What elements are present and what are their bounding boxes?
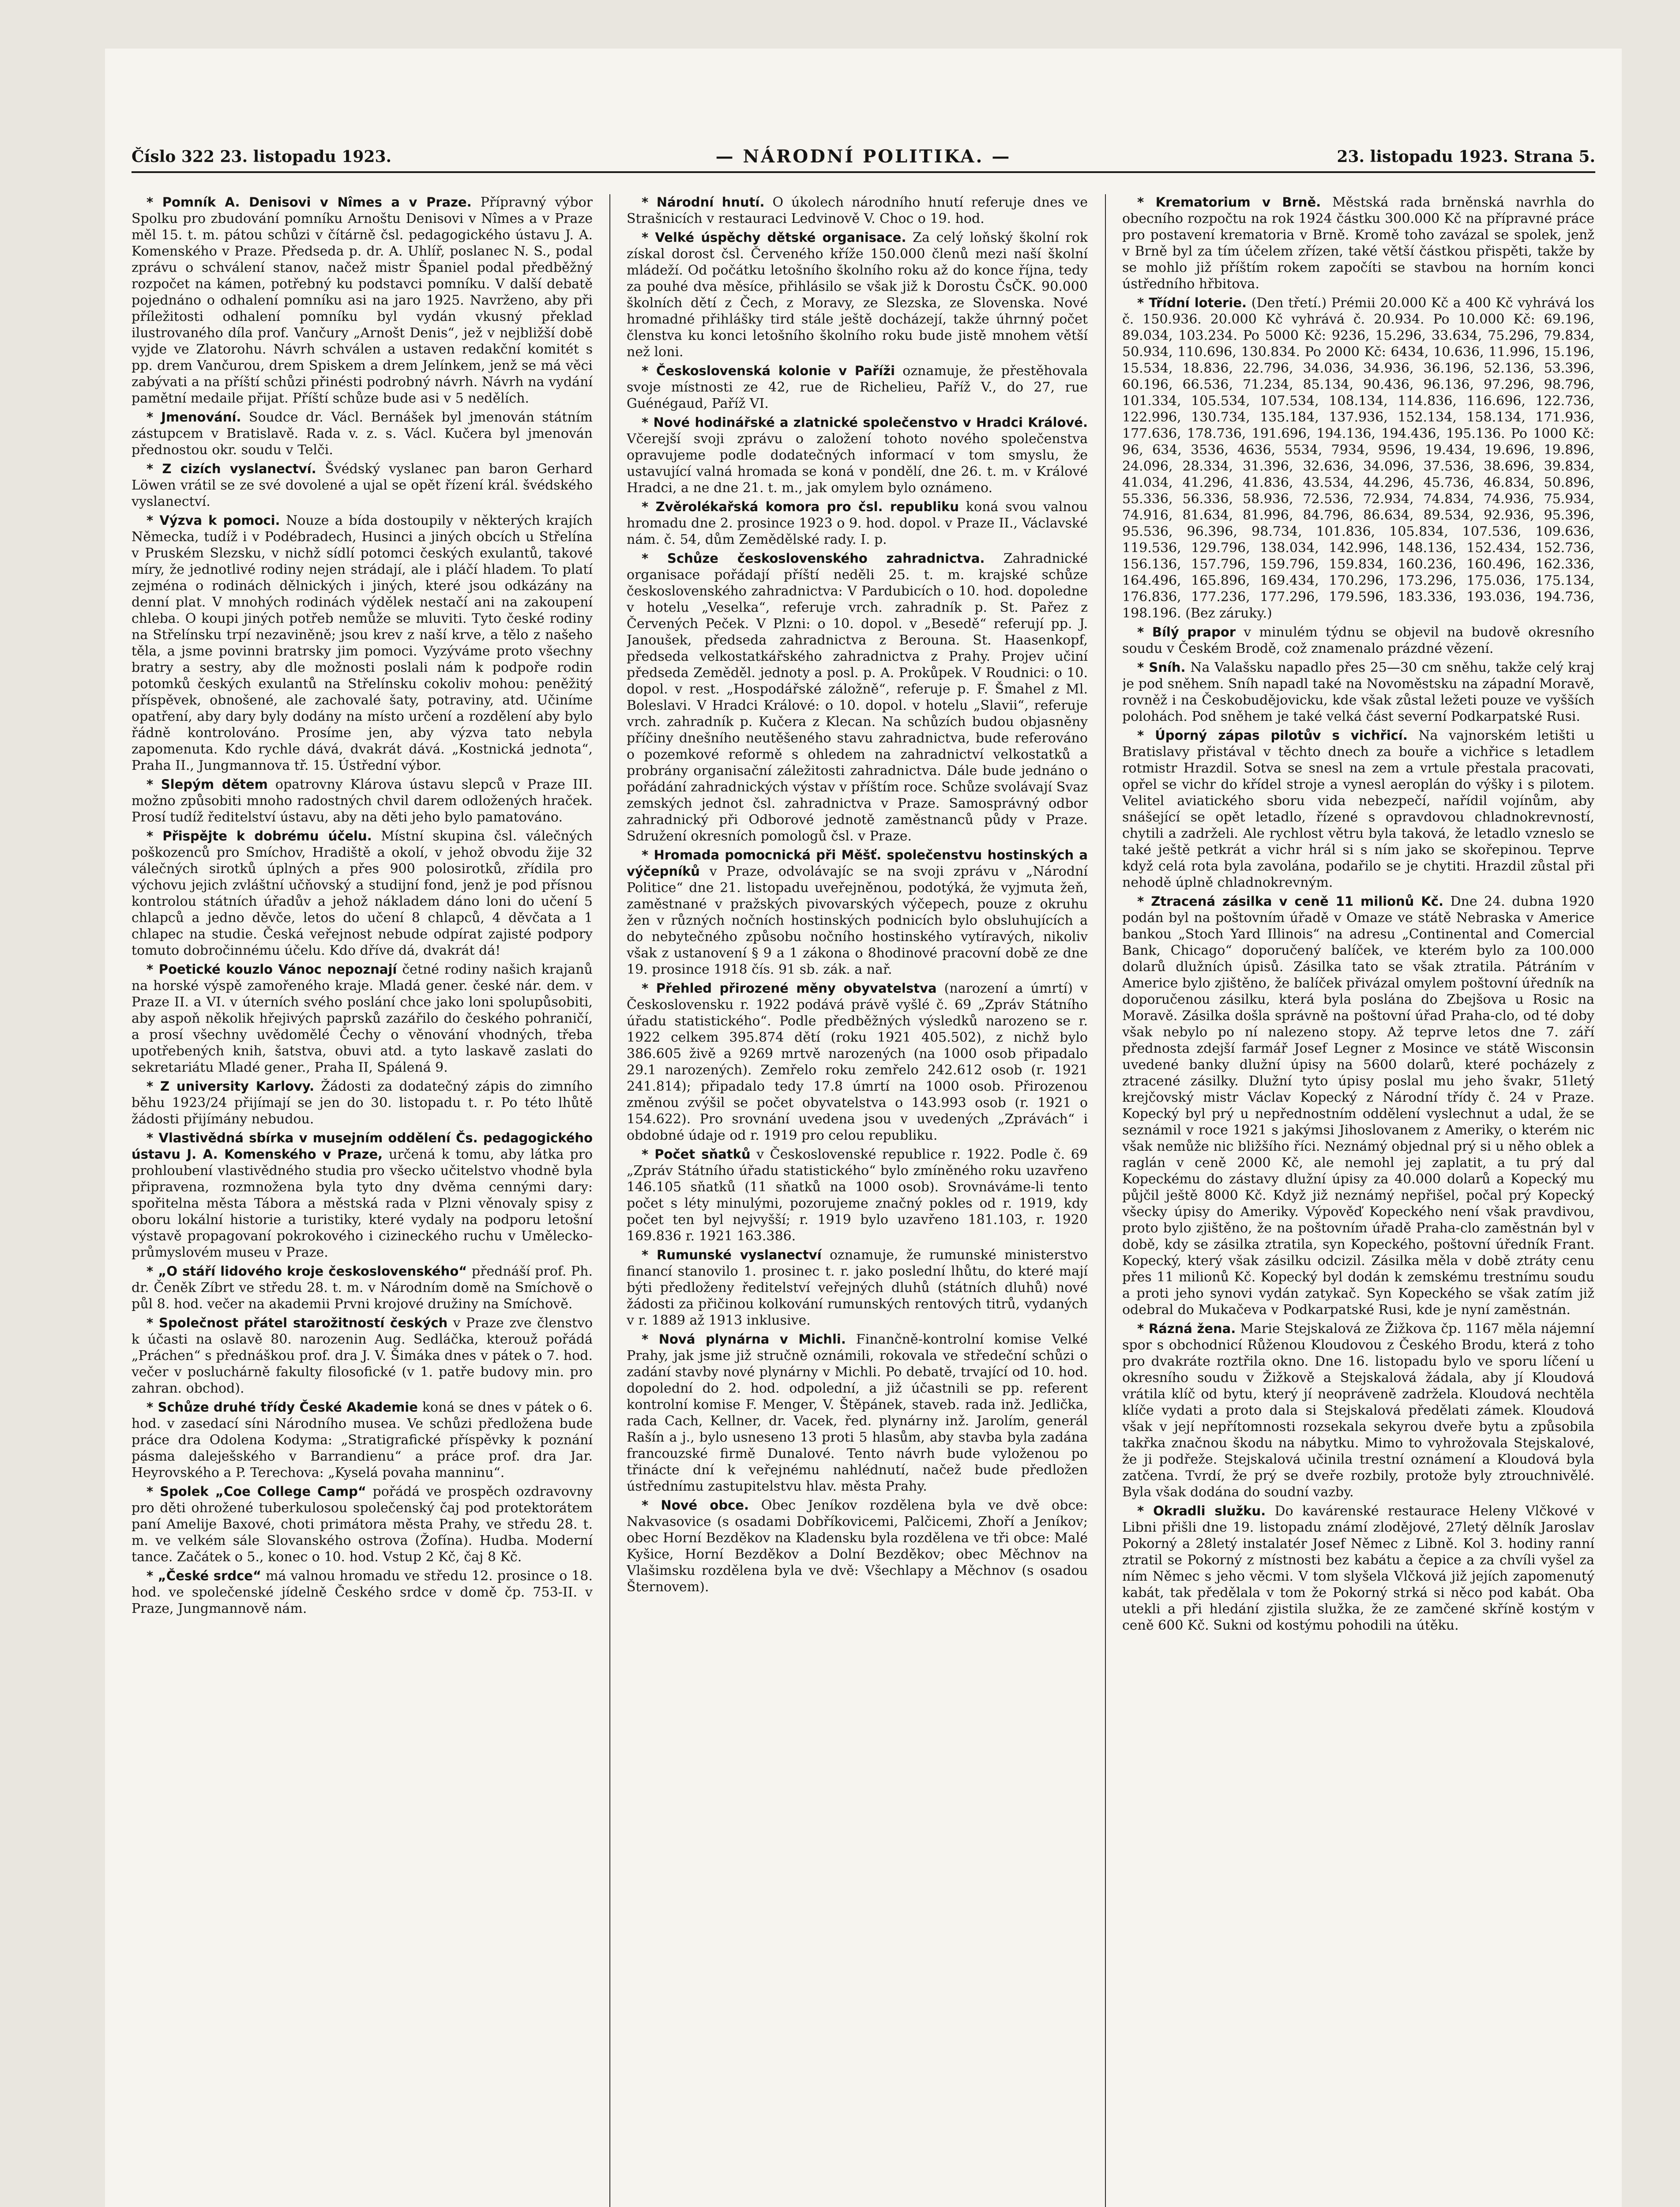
column-divider [1105,194,1106,2207]
article-headline: * Jmenování. [147,410,241,425]
header-rule [132,171,1595,173]
article-body: určená k tomu, aby látka pro prohloubení vlastivědného studia pro všecko učitelstvo vhodně byla připravena, rozmnožena byla tyto dny dvěma cennými dary: spořitelna města Tábora a městská rada v Plzni věnovaly spisy z oboru lokální historie a turistiky, které vydaly na podporu letošní výstavě propagovaní pokrokového i cizineckého ruchu v Umělecko-průmyslovém museu v Praze. [132,1147,593,1260]
article-body: přednáší prof. Ph. dr. Čeněk Zíbrt ve středu 28. t. m. v Národním domě na Smíchově o půl 8. hod. večer na akademii Prvni krojové družiny na Smíchově. [132,1264,593,1312]
article-headline: * Poetické kouzlo Vánoc nepoznají [147,962,397,977]
article [132,961,593,1076]
article-body: pořádá ve prospěch ozdravovny pro děti ohrožené tuberkulosou společenský čaj pod protektorátem paní Amelije Baxové, choti primátora města Prahy, ve středu 28. t. m. ve velkém sále Slovanského ostrova (Žofína). Hudba. Moderní tance. Začátek o 5., konec o 10. hod. Vstup 2 Kč, čaj 8 Kč. [132,1484,593,1565]
article-body: Přípravný výbor Spolku pro zbudování pomníku Arnoštu Denisovi v Nîmes a v Praze měl 15. t. m. pátou schůzi v čítárně čsl. pedagogického ústavu J. A. Komenského v Praze. Předseda p. dr. A. Uhlíř, poslanec N. S., podal zprávu o schválení stanov, načež mistr Španiel podal předběžný rozpočet na kámen, potřebný ku podstavci pomníku. V další debatě pojednáno o odhalení pomníku asi na jaro 1925. Navrženo, aby při příležitosti odhalení pomníku byl vydán vkusný překlad ilustrovaného díla prof. Vančury „Arnošt Denis“, jež v nejbližší době vyjde ve Zlatorohu. Návrh schválen a ustaven redakční komitét s pp. drem Vančurou, drem Spiskem a drem Jelínkem, jenž se má věci zabývati a na příští schůzi přinésti podrobný návrh. Návrh na vydání pamětní medaile přijat. Příští schůze bude asi v 5 nedělích. [132,195,593,406]
article-headline: * Rumunské vyslanectví [642,1247,822,1262]
article-headline: * Počet sňatků [642,1147,751,1162]
article-body: koná svou valnou hromadu dne 2. prosince 1923 o 9. hod. dopol. v Praze II., Václavské nám. č. 54, dům Zemědělské rady. I. p. [627,499,1088,547]
issue-number: Číslo 322 23. listopadu 1923. [132,147,392,166]
article-body: koná se dnes v pátek o 6. hod. v zasedací síni Národního musea. Ve schůzi předložena bude práce dra Odolena Kodyma: „Stratigrafické příspěvky k poznání pásma daleješského v Barrandienu“ a práce prof. dra Jar. Heyrovského a P. Terechova: „Kyselá povaha manninu“. [132,1400,593,1480]
article-body: Soudce dr. Václ. Bernášek byl jmenován státním zástupcem v Bratislavě. Rada v. z. s. Václ. Kučera byl jmenován přednostou okr. soudu v Telči. [132,410,593,458]
article-body: má valnou hromadu ve středu 12. prosince o 18. hod. ve společenské jídelně Českého srdce v domě čp. 753-II. v Praze, Jungmannově nám. [132,1568,593,1616]
article-body: v Československé republice r. 1922. Podle č. 69 „Zpráv Státního úřadu statistického“ bylo zmíněného roku uzavřeno 146.105 sňatků (11 sňatků na 1000 osob). Srovnáváme-li tento počet s léty minulými, pozorujeme značný pokles od r. 1919, kdy počet ten byl nejvyšší; r. 1919 bylo uzavřeno 181.103, r. 1920 169.836 r. 1921 163.386. [627,1147,1088,1244]
article-headline: * Úporný zápas pilotův s vichřicí. [1137,728,1408,743]
columns [132,194,1595,2207]
article-headline: * Krematorium v Brně. [1137,195,1321,210]
article-headline: * „O stáří lidového kroje československého“ [147,1264,467,1279]
article [1122,194,1594,292]
article-body: četné rodiny našich krajanů na horské výspě zamořeného kraje. Mladá gener. české nár. dem. v Praze II. a VI. v úterních svého poslání chce jako loni spolupůsobiti, aby aspoň několik hřejivých paprsků zazářilo do českého pohraničí, a prosí všechny uvědomělé Čechy o věnování vhodných, třeba upotřebených knih, šatstva, obuvi atd. a tyto laskavě zaslati do sekretariátu Mladé gener., Praha II, Spálená 9. [132,962,593,1075]
masthead: — NÁRODNÍ POLITIKA. — [715,146,1011,167]
article-headline: * Schůze československého zahradnictva. [642,551,985,566]
article [627,1247,1088,1329]
article-headline: * Nové hodinářské a zlatnické společenstvo v Hradci Králové. [642,415,1088,430]
article-headline: * Z cizích vyslanectví. [147,461,316,476]
article [1122,1503,1594,1634]
article-body: Marie Stejskalová ze Žižkova čp. 1167 měla nájemní spor s obchodnicí Růženou Kloudovou z Českého Brodu, která z toho pro dvakráte roztřila okno. Dne 16. listopadu bylo ve sporu líčení u okresního soudu v Žižkově a Stejskalová žádala, aby jí Kloudová vrátila klíč od bytu, který jí neopráveně zadržela. Kloudová nechtěla klíče vydati a proto dala si Stejskalová předělati zámek. Kloudová však v její nepřítomnosti rozsekala sekyrou dveře bytu a způsobila takřka značnou škodu na nábytku. Mimo to vyhrožovala Stejskalové, že ji podřeže. Stejskalová učinila trestní oznámení a Kloudová byla zatčena. Tvrdí, že prý se dveře rozbily, protože byly ztrouchnivělé. Byla však dodána do soudní vazby. [1122,1321,1594,1500]
article [627,499,1088,548]
article-body: Za celý loňský školní rok získal dorost čsl. Červeného kříže 150.000 členů mezi naší školní mládeží. Od počátku letošního školního roku až do konce října, tedy za pouhé dva měsíce, přihlásilo se však již k Dorostu ČsČK. 90.000 školních dětí z Čech, z Moravy, ze Slezska, ze Slovenska. Nové hromadné přihlášky tird stále ještě docházejí, takže úhrnný počet členstva ku konci letošního školního roku bude jistě mnohem větší než loni. [627,230,1088,360]
article [132,1078,593,1127]
article-headline: * Sníh. [1137,660,1186,675]
article-headline: * Hromada pomocnická při Měšť. společenstvu hostinských a výčepníků [627,847,1088,879]
article [132,461,593,510]
article-body: opatrovny Klárova ústavu slepců v Praze III. možno způsobiti mnoho radostných chvil darem odložených hraček. Prosí tudíž ředitelství ústavu, aby na děti jeho bylo pamatováno. [132,777,593,825]
article [132,194,593,407]
article [1122,893,1594,1318]
article-headline: * Pomník A. Denisovi v Nîmes a v Praze. [147,195,472,210]
article-body: Nouze a bída dostoupily v některých krajích Německa, tudíž i v Podébradech, Husinci a jiných obcích u Střelína v Pruském Slezsku, v nichž sídlí potomci českých exulantů, takové míry, že jednotlivé rodiny nejen strádají, ale i pláčí hladem. To platí zejména o rodinách dělnických i jiných, které jsou odkázány na denní plat. V mnohých rodinách výdělek nestačí ani na zakoupení chleba. O koupi jiných potřeb nemůže se mluviti. Tyto české rodiny na Střelínsku trpí nezaviněně; jsou krev z naší krve, a tělo z našeho těla, a jsme povinni bratrsky jim pomoci. Vyzýváme proto všechny bratry a sestry, aby dle možnosti poslali nám k podpoře rodin potomků českých exulantů na Střelínsku cokoliv mohou: peněžitý příspěvek, obnošené, ale zachovalé šaty, potraviny, atd. Učiníme opatření, aby dary byly dodány na místo určení a rozdělení aby bylo řádně kontrolováno. Prosíme jen, aby výzva tato nebyla zapomenuta. Kdo rychle dává, dvakrát dává. „Kostnická jednota“, Praha II., Jungmannova tř. 15. Ústřední výbor. [132,513,593,773]
article-headline: * Rázná žena. [1137,1321,1236,1336]
article-body: oznamuje, že rumunské ministerstvo financí stanovilo 1. prosinec t. r. jako poslední lhůtu, do které mají býti předloženy ředitelství veřejných dluhů (státních dluhů) nové žádosti za přičinou kolkování rumunských rentových titrů, vydaných v r. 1889 až 1913 inklusive. [627,1247,1088,1328]
article [627,194,1088,227]
column-divider [609,194,610,2207]
article-headline: * Nové obce. [642,1498,749,1513]
article-body: (narození a úmrtí) v Československu r. 1922 podává právě vyšlé č. 69 „Zpráv Státního úřadu statistického“. Podle předběžných výsledků narozeno se r. 1922 celkem 395.874 dětí (roku 1921 405.502), z nichž bylo 386.605 živě a 9269 mrtvě narozených (na 1000 osob připadalo 29.1 narozených). Zemřelo roku zemřelo 242.612 osob (r. 1921 241.814); připadalo tedy 17.8 úmrtí na 1000 osob. Přirozenou změnou zvýšil se počet obyvatelstva o 143.993 osob (r. 1921 o 154.622). Pro srovnání uvedena jsou v uvedených „Zprávách“ i obdobné údaje od r. 1919 pro celou republiku. [627,981,1088,1143]
article [1122,624,1594,657]
article-body: O úkolech národního hnutí referuje dnes ve Strašnicích v restauraci Ledvinově V. Choc o 19. hod. [627,195,1088,226]
article [1122,1321,1594,1500]
article-body: v minulém týdnu se objevil na budově okresního soudu v Českém Brodě, což znamenalo prázdné vězení. [1122,625,1594,656]
article-headline: * Ztracená zásilka v ceně 11 milionů Kč. [1137,894,1443,909]
article-headline: * Československá kolonie v Paříži [642,363,895,378]
article [132,1315,593,1397]
article [627,363,1088,412]
article [627,230,1088,360]
article-headline: * Národní hnutí. [642,195,765,210]
article [132,1484,593,1565]
article [627,550,1088,844]
article-body: Švédský vyslanec pan baron Gerhard Löwen vrátil se ze své dovolené a ujal se opět řízení král. švédského vyslanectví. [132,461,593,509]
article-body: oznamuje, že přestěhovala svoje místnosti ze 42, rue de Richelieu, Paříž V., do 27, rue Guénégaud, Paříž VI. [627,363,1088,411]
article [627,1497,1088,1595]
article [627,847,1088,978]
column-3 [1122,194,1594,2207]
article [627,980,1088,1144]
article-headline: * „České srdce“ [147,1568,262,1583]
article-headline: * Schůze druhé třídy České Akademie [147,1400,418,1415]
article-headline: * Spolek „Coe College Camp“ [147,1484,366,1499]
article [627,1331,1088,1495]
article-body: Na Valašsku napadlo přes 25—30 cm sněhu, takže celý kraj je pod sněhem. Sníh napadl také na Novoměstsku na západní Moravě, rovněž i na Českobudějovicku, kde však zůstal ležeti pouze ve vyšších polohách. Pod sněhem je také velká část severní Podkarpatské Rusi. [1122,660,1594,724]
article-body: v Praze, odvolávajíc se na svoji zprávu v „Národní Politice“ dne 21. listopadu uveřejněnou, podotýká, že vyjmuta žeň, zaměstnané v pražských pivovarských výčepech, pouze z okruhu žen v různých nočních hostinských podnicích bylo obsluhujících a do nebytečného způsobu nočního hostinského vytíravých, nikoliv však z ustanovení § 9 a 1 zákona o 8hodinové pracovní době ze dne 19. prosince 1918 čís. 91 sb. zák. a nař. [627,864,1088,977]
article [627,414,1088,496]
article [132,1568,593,1617]
article [132,409,593,458]
date-and-page: 23. listopadu 1923. Strana 5. [1337,147,1595,166]
article [132,1263,593,1312]
article [132,776,593,825]
article [1122,659,1594,725]
article-body: Do kavárenské restaurace Heleny Vlčkové v Libni přišli dne 19. listopadu známí zlodějové, 27letý dělník Jaroslav Pokorný a 28letý instalatér Josef Němec z Libně. Kol 3. hodiny ranní ztratil se Pokorný z místnosti bez kabátu a čepice a za chvíli vyšel za ním Němec s jeho věcmi. V tom slyšela Vlčková již jejích zapomenutý kabát, tak předělala v tom že Pokorný strká si něco pod kabát. Oba utekli a při hledání zjistila služka, že ze zamčené skříně kostým v ceně 600 Kč. Sukni od kostýmu pohodili na útěku. [1122,1503,1594,1633]
page-header [132,146,1595,188]
article-headline: * Okradli služku. [1137,1503,1266,1518]
newspaper-page [105,49,1622,2207]
article-headline: * Přehled přirozené měny obyvatelstva [642,981,937,996]
article-headline: * Třídní loterie. [1137,295,1247,310]
article-body: Finančně-kontrolní komise Velké Prahy, jak jsme již stručně oznámili, rokovala ve středeční schůzi o zadání stavby nové plynárny v Michli. Po debatě, trvající od 10. hod. dopolední do 2. hod. odpolední, a již účastnili se pp. referent kontrolní komise F. Menger, V. Štěpánek, staveb. rada inž. Jedlička, rada Cach, Kellner, dr. Vacek, řed. plynárny inž. Jarolím, generál Rašín a j., bylo usneseno 13 proti 5 hlasům, aby stavba byla zadána francouzské firmě Dunalové. Tento návrh bude vyloženou po třinácte dní k veřejnému nahlédnutí, načež bude předložen ústřednímu zastupitelstvu hlav. města Prahy. [627,1332,1088,1494]
article [1122,727,1594,891]
article-headline: * Výzva k pomoci. [147,513,280,528]
article-body: Městská rada brněnská navrhla do obecního rozpočtu na rok 1924 částku 300.000 Kč na přípravné práce pro postavení krematoria v Brně. Kromě toho zavázal se spolek, jenž v Brně byl za tím účelem zřízen, také větší částkou přispěti, takže by se mohlo již příštím rokem započíti se stavbou na horním konci ústředního hřbitova. [1122,195,1594,292]
article-body: (Den třetí.) Prémii 20.000 Kč a 400 Kč vyhrává los č. 150.936. 20.000 Kč vyhrává č. 20.934. Po 10.000 Kč: 69.196, 89.034, 103.234. Po 5000 Kč: 9236, 15.296, 33.634, 75.296, 79.834, 50.934, 110.696, 130.834. Po 2000 Kč: 6434, 10.636, 11.996, 15.196, 15.534, 18.836, 22.796, 34.036, 34.936, 36.196, 52.136, 53.396, 60.196, 66.536, 71.234, 85.134, 90.436, 96.136, 97.296, 98.796, 101.334, 105.534, 107.534, 108.134, 114.836, 116.696, 122.736, 122.996, 130.734, 135.184, 137.936, 152.134, 158.134, 171.936, 177.636, 178.736, 191.696, 194.136, 194.436, 195.136. Po 1000 Kč: 96, 634, 3536, 4636, 5534, 7934, 9596, 19.434, 19.696, 19.896, 24.096, 28.334, 31.396, 32.636, 34.096, 37.536, 38.696, 39.834, 41.034, 41.296, 41.836, 43.534, 44.296, 45.736, 46.834, 50.896, 55.336, 56.336, 58.936, 72.536, 72.934, 74.834, 74.936, 75.934, 74.916, 81.634, 81.996, 84.796, 86.634, 89.534, 92.936, 95.396, 95.536, 96.396, 98.734, 101.836, 105.834, 107.536, 109.636, 119.536, 129.796, 138.034, 142.996, 148.136, 152.434, 152.736, 156.136, 157.796, 159.796, 159.834, 160.236, 160.496, 162.336, 164.496, 165.896, 169.434, 170.296, 173.296, 175.036, 175.134, 176.836, 177.236, 177.296, 179.596, 183.336, 193.036, 194.736, 198.196. (Bez záruky.) [1122,295,1594,621]
column-1 [132,194,593,2207]
article [1122,295,1594,621]
article-headline: * Vlastivědná sbírka v musejním oddělení Čs. pedagogického ústavu J. A. Komenského v Praze, [132,1130,593,1162]
article-headline: * Zvěrolékařská komora pro čsl. republiku [642,499,959,514]
article-body: Zahradnické organisace pořádají příští neděli 25. t. m. krajské schůze československého zahradnictva: V Pardubicích o 10. hod. dopoledne v hotelu „Veselka“, referuje vrch. zahradník p. St. Pařez z Červených Peček. V Plzni: o 10. dopol. v „Besedě“ referují pp. J. Janoušek, předseda zahradnictva z Berouna. St. Haasenkopf, předseda velkostatkářského zahradnictva z Prahy. Projev učiní předseda Zeměděl. jednoty a posl. p. A. Prokůpek. V Roudnici: o 10. dopol. v rest. „Hospodářské záložně“, referuje p. F. Šmahel z Ml. Boleslavi. V Hradci Králové: o 10. dopol. v hotelu „Slavii“, referuje vrch. zahradník p. Kučera z Klecan. Na schůzích budou objasněny příčiny dnešního neutěšeného stavu zahradnictva, bude referováno o pozemkové reformě s ohledem na zahradnictví velkostatků a probrány organisační záležitosti zahradnictva. Dále bude jednáno o pořádání zahradnických výstav v příštím roce. Schůze svolávají Svaz zemských jednot čsl. zahradnictva v Praze. Samosprávný odbor zahradnický při Odborové jednotě zaměstnanců půdy v Praze. Sdružení okresních pomologů čsl. v Praze. [627,551,1088,844]
article-body: Místní skupina čsl. válečných poškozenců pro Smíchov, Hradiště a okolí, v jehož obvodu žije 32 válečných sirotků úplných a přes 900 polosirotků, zřídila pro výchovu jejich zvláštní učňovský a studijní fond, jenž je pod přísnou kontrolou státních úřadův a jehož nákladem dáno loni do učení 5 chlapců a jedno děvče, letos do učení 8 chlapců, 4 děvčata a 1 chlapec na studie. Česká veřejnost nebude odpírat zajisté podpory tomuto dobročinnému účelu. Kdo dříve dá, dvakrát dá! [132,829,593,958]
article-body: Dne 24. dubna 1920 podán byl na poštovním úřadě v Omaze ve státě Nebraska v Americe bankou „Stoch Yard Illinois“ na adresu „Continental and Comercial Bank, Chicago“ doporučený balíček, ve kterém bylo za 100.000 dolarů dlužních úpisů. Zásilka tato se však ztratila. Pátráním v Americe bylo zjištěno, že balíček přivázal omylem poštovní úředník na doporučenou zásilku, která byla poslána do Zbejšova u Rosic na Moravě. Zásilka došla správně na poštovní úřad Praha-clo, od té doby však nebylo po ní nalezeno stopy. Až teprve letos dne 7. září přednosta zdejší farmář Josef Legner z Mosince ve státě Wisconsin uvedené banky dlužní úpisy na 5600 dolarů, které pocházely z ztracené zásilky. Dlužní tyto úpisy poslal mu jeho švakr, 51letý krejčovský mistr Václav Kopecký z Národní třídy č. 24 v Praze. Kopecký byl prý u nepřednostním oddělení vyslechnut a udal, že se seznámil v roce 1921 s jakýmsi Jihoslovanem z Ameriky, o kterém nic však nemůže nic bližšího říci. Neznámý objednal prý si u něho oblek a raglán v ceně 2000 Kč, ale nemohl jej zaplatit, a tu prý dal Kopeckému do zástavy dlužní úpisy za 40.000 dolarů a Kopecký mu půjčil ještě 8000 Kč. Když již neznámý nepřišel, počal prý Kopecký všecky úpisy do Ameriky. Výpověď Kopeckého není však pravdivou, proto bylo zjištěno, že na poštovním úřadě Praha-clo zaměstnán byl v době, kdy se zásilka ztratila, syn Kopeckého, poštovní úředník Frant. Kopecký, který však zásilku odcizil. Zásilka měla v době ztráty cenu přes 11 milionů Kč. Kopecký byl dodán k zemskému trestnímu soudu a proti jeho synovi vydán zatykač. Syn Kopeckého se však zatím již odebral do Mukačeva v Podkarpatské Rusi, kde je nyní zaměstnán. [1122,894,1594,1318]
article [627,1146,1088,1244]
column-2 [627,194,1088,2207]
article [132,1130,593,1261]
article-headline: * Velké úspěchy dětské organisace. [642,230,906,245]
article-headline: * Bílý prapor [1137,625,1236,640]
article-body: v Praze zve členstvo k účasti na oslavě 80. narozenin Aug. Sedláčka, kterouž pořádá „Práchen“ s přednáškou prof. dra J. V. Šimáka dnes v pátek o 7. hod. večer v posluchárně fakulty filosofické (v 1. patře budovy min. pro zahran. obchod). [132,1315,593,1396]
article-body: Žádosti za dodatečný zápis do zimního běhu 1923/24 přijímají se jen do 30. listopadu t. r. Po této lhůtě žádosti přijímány nebudou. [132,1079,593,1127]
article-body: Na vajnorském letišti u Bratislavy přistával v těchto dnech za bouře a vichřice s letadlem rotmistr Hrazdil. Sotva se snesl na zem a vrtule přestala pracovati, opřel se vichr do křídel stroje a vynesl aeroplán do výšky i s pilotem. Velitel aviatického sboru vida nebezpečí, nařídil vojínům, aby snášející se opět letadlo, řízené s opravdovou chladnokrevností, chytili a zadrželi. Ale rychlost větru byla taková, že letadlo vzneslo se také ještě petkrát a vichr hrál si s ním jako se skořepinou. Teprve když celá rota byla zavolána, podařilo se je chytiti. Hrazdil zůstal při nehodě úplně chladnokrevným. [1122,728,1594,890]
article-headline: * Slepým dětem [147,777,268,792]
article-headline: * Z university Karlovy. [147,1079,315,1094]
article-headline: * Nová plynárna v Michli. [642,1332,846,1347]
article-headline: * Přispějte k dobrému účelu. [147,829,372,844]
article-body: Obec Jeníkov rozdělena byla ve dvě obce: Nakvasovice (s osadami Dobříkovicemi, Palčicemi, Zhoří a Jeníkov; obec Horní Bezděkov na Kladensku byla rozdělena ve tři obce: Malé Kyšice, Horní Bezděkov a Dolní Bezděkov; obec Měchnov na Vlašimsku rozdělena byla ve dvě: Všechlapy a Měchnov (s osadou Šternovem). [627,1498,1088,1595]
article-body: Včerejší svoji zprávu o založení tohoto nového společenstva opravujeme podle dodatečných informací v tom smyslu, že ustavující valná hromada se koná v pondělí, dne 26. t. m. v Králové Hradci, a ne dne 21. t. m., jak omylem bylo oznámeno. [627,431,1088,496]
article [132,828,593,959]
article-headline: * Společnost přátel starožitností českých [147,1315,448,1330]
article [132,512,593,774]
article [132,1399,593,1481]
